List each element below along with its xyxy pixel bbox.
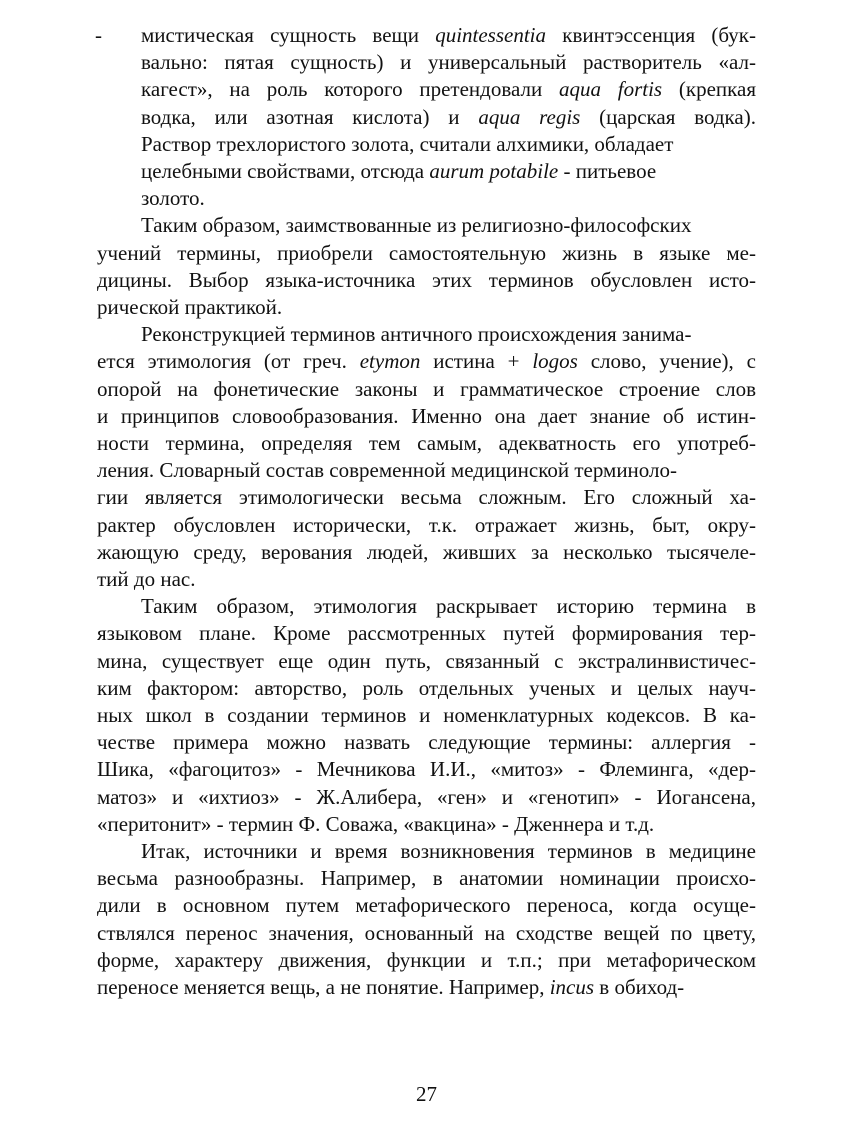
text-segment: весьма разнообразны. Например, в анатомии номинации происхо- (97, 866, 756, 891)
text-line (0, 511, 853, 539)
text-line (0, 946, 853, 974)
text-line (0, 266, 853, 294)
line-text (97, 647, 756, 675)
text-segment: гии является этимологически весьма сложным. Его сложный ха- (97, 485, 756, 510)
text-line (0, 375, 853, 403)
line-text (97, 701, 756, 729)
text-segment: опорой на фонетические законы и грамматическое строение слов (97, 376, 756, 401)
line-text (97, 919, 756, 947)
text-line (0, 592, 853, 620)
text-segment: - питьевое (558, 159, 657, 183)
text-line (0, 619, 853, 647)
text-segment: и принципов словообразования. Именно она дает знание об истин- (97, 403, 756, 428)
line-text (141, 837, 756, 865)
text-segment: кагест», на роль которого претендовали (141, 77, 559, 102)
text-segment: (царская водка). (580, 104, 756, 129)
text-line (0, 293, 853, 321)
line-text (97, 347, 756, 375)
text-segment: ности термина, определяя тем самым, адекватность его употреб- (97, 431, 756, 455)
text-line (0, 239, 853, 267)
line-text (141, 320, 691, 348)
text-line (0, 320, 853, 348)
text-line (0, 211, 853, 239)
text-segment: Шика, «фагоцитоз» - Мечникова И.И., «митоз» - Флеминга, «дер- (97, 757, 756, 782)
line-text (97, 483, 756, 511)
line-text (141, 592, 756, 620)
text-line (0, 701, 853, 729)
text-segment: мина, существует еще один путь, связанный с экстралинвистичес- (97, 648, 756, 673)
text-segment: переносе меняется вещь, а не понятие. Например, (97, 975, 550, 999)
italic-term: quintessentia (435, 23, 547, 47)
text-line (0, 891, 853, 919)
text-segment: рической практикой. (97, 295, 283, 319)
line-text (141, 211, 691, 239)
text-line (0, 674, 853, 702)
text-segment: квинтэссенция (бук- (546, 23, 756, 47)
italic-term: aqua fortis (558, 77, 663, 102)
line-text (97, 728, 756, 756)
line-text (141, 103, 756, 131)
text-segment: языковом плане. Кроме рассмотренных путей формирования тер- (97, 621, 756, 646)
text-line (0, 103, 853, 131)
text-segment: тий до нас. (97, 567, 196, 591)
line-text (97, 565, 195, 593)
line-text (141, 157, 656, 185)
italic-term: logos (532, 349, 578, 374)
text-line (0, 864, 853, 892)
line-text (97, 266, 756, 294)
line-text (97, 239, 756, 267)
text-line (0, 565, 853, 593)
text-segment: Итак, источники и время возникновения терминов в медицине (141, 839, 756, 863)
text-segment: вально: пятая сущность) и универсальный растворитель «ал- (141, 50, 756, 75)
text-segment: матоз» и «ихтиоз» - Ж.Алибера, «ген» и «генотип» - Иогансена, (97, 784, 756, 809)
text-line (0, 402, 853, 430)
italic-term: aqua regis (478, 104, 581, 129)
text-segment: водка, или азотная кислота) и (141, 104, 479, 129)
text-segment: (крепкая (662, 77, 756, 102)
text-line (0, 21, 853, 49)
text-line (0, 429, 853, 457)
line-text (97, 864, 756, 892)
page-number: 27 (416, 1082, 437, 1106)
line-text (97, 755, 756, 783)
text-line (0, 647, 853, 675)
line-text (141, 75, 756, 103)
line-text (141, 184, 205, 212)
text-segment: дили в основном путем метафорического переноса, когда осуще- (97, 893, 756, 918)
text-segment: целебными свойствами, отсюда (141, 159, 430, 183)
text-line (0, 157, 853, 185)
line-text (97, 973, 684, 1001)
line-text (141, 48, 756, 76)
text-line (0, 538, 853, 566)
text-segment: жающую среду, верования людей, живших за несколько тысячеле- (97, 539, 756, 564)
line-text (141, 130, 673, 158)
italic-term: aurum potabile (429, 159, 559, 183)
line-text (97, 891, 756, 919)
line-text (97, 619, 756, 647)
text-segment: дицины. Выбор языка-источника этих терминов обусловлен исто- (97, 267, 756, 292)
text-line (0, 755, 853, 783)
text-segment: ствлялся перенос значения, основанный на сходстве вещей по цвету, (97, 920, 756, 945)
line-text (97, 810, 654, 838)
text-line (0, 130, 853, 158)
text-segment: в обиход- (594, 975, 685, 999)
text-segment: рактер обусловлен исторически, т.к. отражает жизнь, быт, окру- (97, 512, 756, 537)
list-dash: - (95, 23, 102, 47)
line-text (97, 375, 756, 403)
text-segment: ким фактором: авторство, роль отдельных ученых и целых науч- (97, 675, 756, 700)
text-line (0, 184, 853, 212)
text-segment: «перитонит» - термин Ф. Соважа, «вакцина» - Дженнера и т.д. (97, 811, 655, 836)
text-segment: Таким образом, заимствованные из религиозно-философских (141, 213, 692, 238)
text-line (0, 347, 853, 375)
line-text (97, 538, 756, 566)
line-text (97, 946, 756, 974)
text-line (0, 456, 853, 484)
line-text (97, 456, 677, 484)
text-line (0, 75, 853, 103)
line-text (141, 21, 756, 49)
line-text (97, 402, 756, 430)
line-text (97, 511, 756, 539)
text-line (0, 483, 853, 511)
text-line (0, 919, 853, 947)
text-segment: учений термины, приобрели самостоятельную жизнь в языке ме- (97, 240, 756, 265)
text-segment: ется этимология (от греч. (97, 349, 360, 374)
text-segment: честве примера можно назвать следующие термины: аллергия - (97, 730, 756, 755)
text-segment: мистическая сущность вещи (141, 23, 436, 47)
text-line (0, 837, 853, 865)
italic-term: etymon (359, 349, 421, 374)
text-segment: ных школ в создании терминов и номенклатурных кодексов. В ка- (97, 703, 756, 727)
line-text (97, 783, 756, 811)
text-line (0, 783, 853, 811)
text-segment: слово, учение), с (577, 349, 756, 374)
text-segment: Реконструкцией терминов античного происхождения занима- (141, 322, 692, 347)
text-segment: золото. (141, 186, 205, 211)
line-text (97, 674, 756, 702)
text-segment: форме, характеру движения, функции и т.п.; при метафорическом (97, 947, 756, 972)
text-segment: ления. Словарный состав современной медицинской терминоло- (97, 458, 677, 483)
text-segment: Таким образом, этимология раскрывает историю термина в (141, 594, 756, 619)
line-text (97, 293, 282, 321)
italic-term: incus (549, 975, 595, 999)
text-segment: Раствор трехлористого золота, считали алхимики, обладает (141, 131, 674, 156)
text-line (0, 48, 853, 76)
line-text (97, 429, 756, 457)
text-line (0, 973, 853, 1001)
text-segment: истина + (420, 349, 533, 374)
text-line (0, 810, 853, 838)
text-line (0, 728, 853, 756)
